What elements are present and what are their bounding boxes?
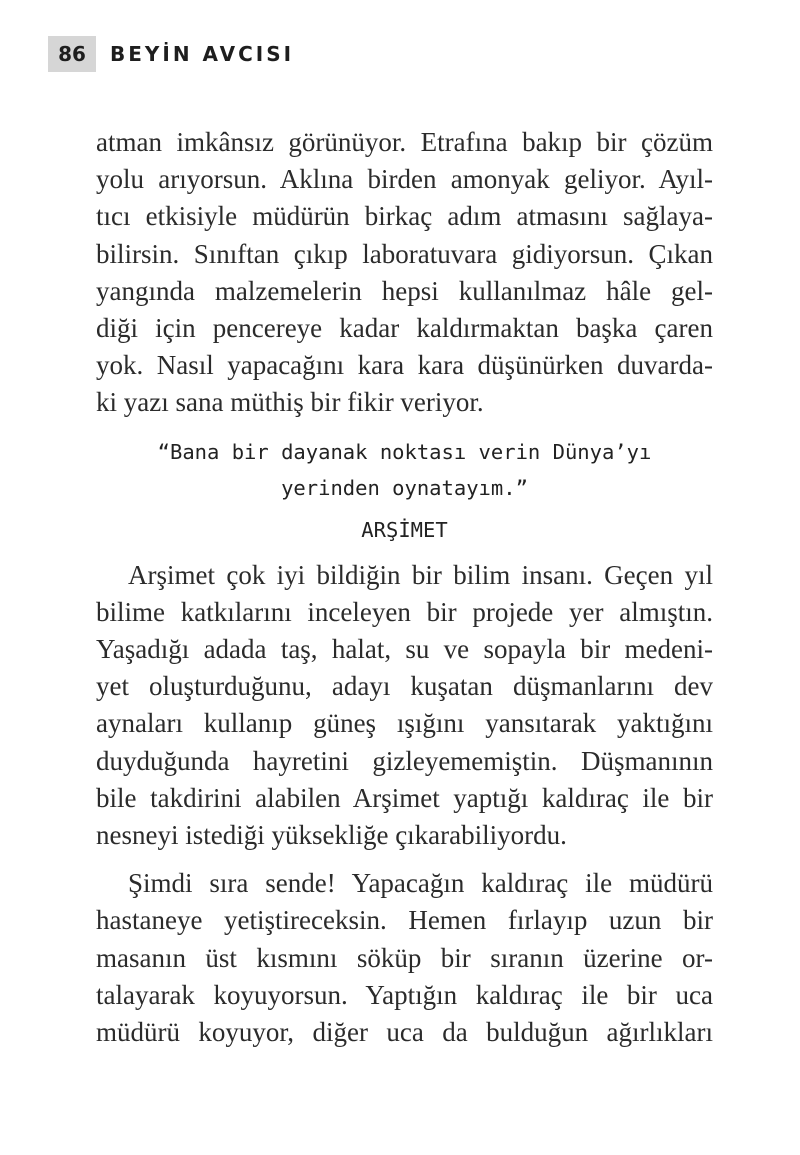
text-line: bile takdirini alabilen Arşimet yaptığı kaldıraç ile bir bbox=[96, 782, 713, 813]
text-line: yolu arıyorsun. Aklına birden amonyak geliyor. Ayıl- bbox=[96, 164, 713, 195]
text-line: bilirsin. Sınıftan çıkıp laboratuvara gidiyorsun. Çıkan bbox=[96, 238, 713, 269]
text-line: yet oluşturduğunu, adayı kuşatan düşmanlarını dev bbox=[96, 671, 713, 702]
paragraph-3 bbox=[96, 865, 713, 1051]
quote-line-2: yerinden oynatayım.” bbox=[281, 475, 528, 500]
text-line: müdürü koyuyor, diğer uca da bulduğun ağırlıkları bbox=[96, 1017, 713, 1048]
text-line: Şimdi sıra sende! Yapacağın kaldıraç ile müdürü bbox=[128, 868, 713, 899]
text-line: Arşimet çok iyi bildiğin bir bilim insanı. Geçen yıl bbox=[128, 559, 713, 590]
page-body bbox=[96, 124, 713, 1051]
text-line: atman imkânsız görünüyor. Etrafına bakıp bir çözüm bbox=[96, 127, 713, 157]
page-header bbox=[48, 36, 294, 72]
text-line: duyduğunda hayretini gizleyememiştin. Düşmanının bbox=[96, 745, 713, 776]
text-line: masanın üst kısmını söküp bir sıranın üzerine or- bbox=[96, 942, 713, 973]
text-line: yangında malzemelerin hepsi kullanılmaz hâle gel- bbox=[96, 275, 713, 306]
book-title: BEYİN AVCISI bbox=[110, 42, 295, 66]
paragraph-1 bbox=[96, 124, 713, 422]
paragraph-2 bbox=[96, 557, 713, 855]
text-line: ki yazı sana müthiş bir fikir veriyor. bbox=[96, 387, 484, 418]
quote-line-1: “Bana bir dayanak noktası verin Dünya’yı bbox=[157, 439, 652, 464]
text-line: bilime katkılarını inceleyen bir projede yer almıştın. bbox=[96, 596, 713, 627]
epigraph-quote bbox=[96, 434, 713, 506]
text-line: talayarak koyuyorsun. Yaptığın kaldıraç ile bir uca bbox=[96, 979, 713, 1010]
text-line: hastaneye yetiştireceksin. Hemen fırlayıp uzun bir bbox=[96, 905, 713, 936]
page-number: 86 bbox=[48, 36, 96, 72]
text-line: yok. Nasıl yapacağını kara kara düşünürken duvarda- bbox=[96, 350, 713, 381]
text-line: nesneyi istediği yüksekliğe çıkarabiliyordu. bbox=[96, 820, 567, 851]
text-line: Yaşadığı adada taş, halat, su ve sopayla bir medeni- bbox=[96, 634, 713, 665]
text-line: diği için pencereye kadar kaldırmaktan başka çaren bbox=[96, 313, 713, 344]
text-line: tıcı etkisiyle müdürün birkaç adım atmasını sağlaya- bbox=[96, 201, 713, 232]
quote-author: ARŞİMET bbox=[361, 517, 448, 542]
text-line: aynaları kullanıp güneş ışığını yansıtarak yaktığını bbox=[96, 708, 713, 739]
